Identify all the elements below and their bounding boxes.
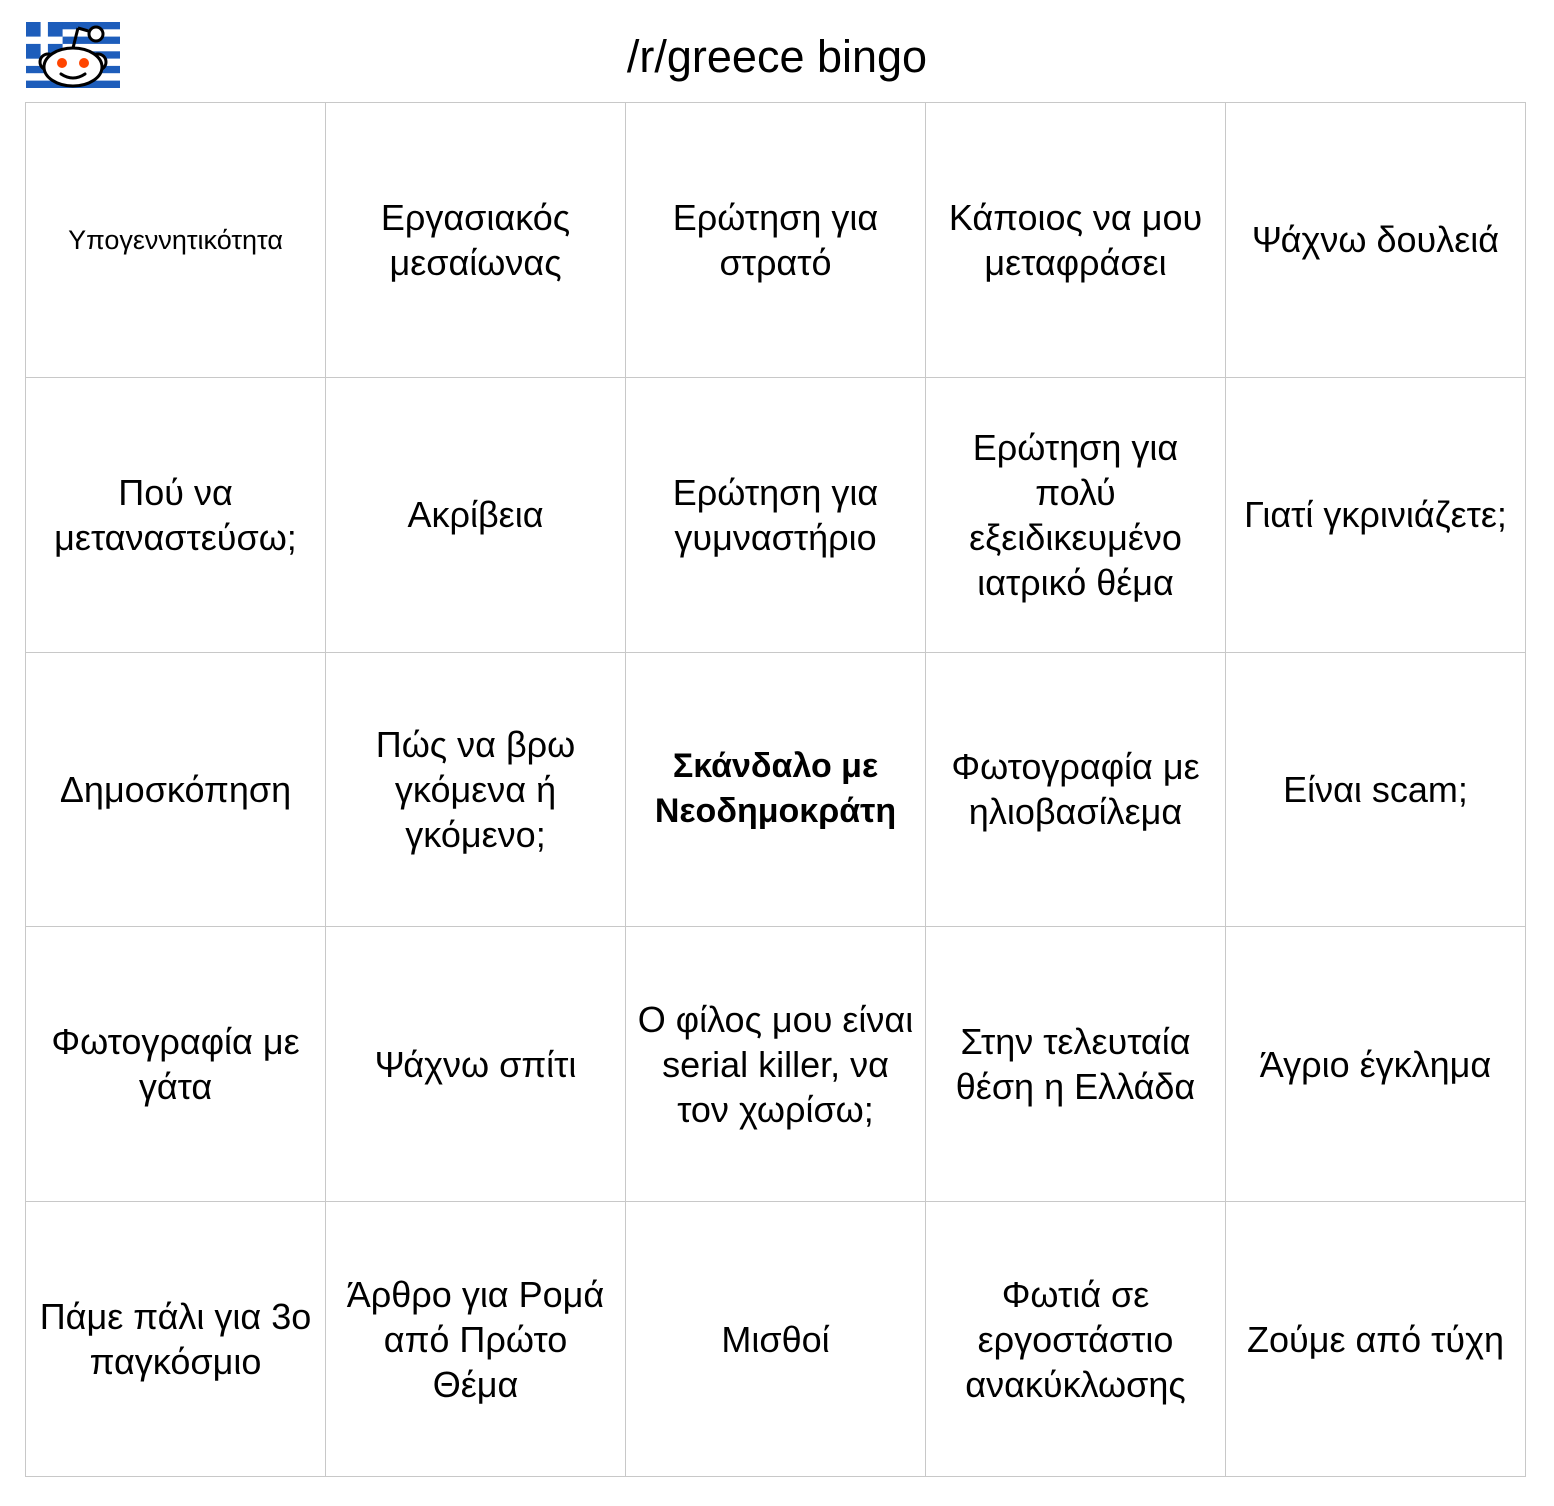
bingo-cell-text: Άγριο έγκλημα <box>1259 1043 1492 1085</box>
bingo-cell <box>626 1202 926 1477</box>
bingo-cell <box>326 927 626 1202</box>
bingo-cell <box>1226 927 1526 1202</box>
bingo-cell-text: Ψάχνω σπίτι <box>374 1043 577 1085</box>
bingo-board <box>25 102 1526 1477</box>
bingo-cell-text: Πάμε πάλι για 3ο παγκόσμιο <box>39 1296 312 1383</box>
bingo-cell-text: Ο φίλος μου είναι serial killer, να τον χωρίσω; <box>637 998 914 1130</box>
bingo-cell-text: Φωτογραφία με ηλιοβασίλεμα <box>951 746 1200 833</box>
bingo-cell <box>26 927 326 1202</box>
bingo-cell <box>626 103 926 378</box>
bingo-cell <box>326 1202 626 1477</box>
bingo-cell <box>26 378 326 653</box>
bingo-cell-text: Κάποιος να μου μεταφράσει <box>948 196 1203 283</box>
bingo-cell-text: Φωτιά σε εργοστάστιο ανακύκλωσης <box>965 1273 1186 1405</box>
bingo-cell-text: Πώς να βρω γκόμενα ή γκόμενο; <box>375 723 576 855</box>
bingo-cell <box>926 103 1226 378</box>
bingo-cell-text: Πού να μεταναστεύσω; <box>54 471 297 558</box>
bingo-free-cell-text: Σκάνδαλο με Νεοδημοκράτη <box>654 747 897 831</box>
bingo-cell-text: Άρθρο για Ρομά από Πρώτο Θέμα <box>346 1273 605 1405</box>
bingo-cell-text: Υπογεννητικότητα <box>68 224 283 255</box>
bingo-cell <box>926 653 1226 928</box>
bingo-cell <box>926 1202 1226 1477</box>
bingo-cell-text: Ζούμε από τύχη <box>1247 1318 1504 1360</box>
bingo-cell <box>626 927 926 1202</box>
bingo-cell <box>1226 103 1526 378</box>
bingo-cell-text: Είναι scam; <box>1283 768 1468 810</box>
bingo-cell <box>326 378 626 653</box>
bingo-cell-text: Ερώτηση για γυμναστήριο <box>672 471 879 558</box>
bingo-cell <box>1226 1202 1526 1477</box>
bingo-cell <box>1226 378 1526 653</box>
bingo-cell-text: Φωτογραφία με γάτα <box>51 1021 300 1108</box>
page-title: /r/greece bingo <box>626 31 928 82</box>
bingo-cell <box>926 378 1226 653</box>
bingo-cell <box>26 1202 326 1477</box>
bingo-cell <box>326 653 626 928</box>
bingo-cell-text: Μισθοί <box>721 1318 830 1360</box>
bingo-cell-text: Εργασιακός μεσαίωνας <box>380 196 571 283</box>
bingo-free-cell <box>626 653 926 928</box>
bingo-cell-text: Ψάχνω δουλειά <box>1251 219 1500 261</box>
bingo-cell-text: Ερώτηση για πολύ εξειδικευμένο ιατρικό θέμα <box>969 426 1182 603</box>
bingo-cell <box>326 103 626 378</box>
bingo-cell <box>26 653 326 928</box>
bingo-cell-text: Δημοσκόπηση <box>59 768 292 810</box>
bingo-cell <box>626 378 926 653</box>
bingo-cell <box>1226 653 1526 928</box>
bingo-cell-text: Γιατί γκρινιάζετε; <box>1244 494 1507 536</box>
bingo-cell-text: Ακρίβεια <box>407 494 544 536</box>
bingo-cell-text: Ερώτηση για στρατό <box>672 196 879 283</box>
bingo-cell <box>926 927 1226 1202</box>
bingo-cell <box>26 103 326 378</box>
bingo-cell-text: Στην τελευταία θέση η Ελλάδα <box>955 1021 1196 1108</box>
